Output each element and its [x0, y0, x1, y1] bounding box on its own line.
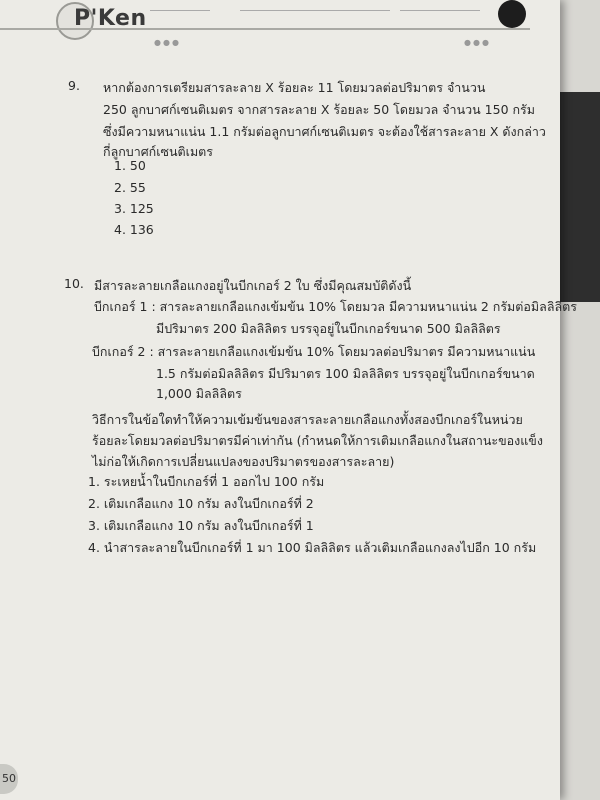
circuit-decoration — [150, 10, 210, 25]
dots-decoration: ●●● — [464, 38, 491, 47]
circuit-decoration — [400, 10, 480, 25]
beaker-1-description: บีกเกอร์ 1 : สารละลายเกลือแกงเข้มข้น 10% โดยมวล มีความหนาแน่น 2 กรัมต่อมิลลิลิตร — [94, 299, 577, 314]
adjacent-page-tab-strip — [556, 92, 600, 302]
answer-option: 1. 50 — [114, 158, 146, 173]
question-number: 9. — [68, 78, 80, 93]
logo: P'Ken — [74, 6, 147, 31]
page-number: 50 — [0, 764, 18, 794]
beaker-2-description: 1.5 กรัมต่อมิลลิลิตร มีปริมาตร 100 มิลลิลิตร บรรจุอยู่ในบีกเกอร์ขนาด — [156, 366, 535, 381]
beaker-2-description: 1,000 มิลลิลิตร — [156, 386, 242, 401]
circuit-decoration — [240, 10, 390, 25]
answer-option: 2. 55 — [114, 180, 146, 195]
answer-option: 3. เติมเกลือแกง 10 กรัม ลงในบีกเกอร์ที่ 1 — [88, 518, 314, 533]
header-divider — [0, 28, 530, 31]
header-circle-decoration — [498, 0, 526, 28]
dots-decoration: ●●● — [154, 38, 181, 47]
answer-option: 1. ระเหยน้ำในบีกเกอร์ที่ 1 ออกไป 100 กรัม — [88, 474, 325, 489]
answer-option: 2. เติมเกลือแกง 10 กรัม ลงในบีกเกอร์ที่ 2 — [88, 496, 314, 511]
answer-option: 4. 136 — [114, 222, 154, 237]
question-text: 250 ลูกบาศก์เซนติเมตร จากสารละลาย X ร้อยละ 50 โดยมวล จำนวน 150 กรัม — [103, 102, 536, 117]
question-text: ร้อยละโดยมวลต่อปริมาตรมีค่าเท่ากัน (กำหนดให้การเติมเกลือแกงในสถานะของแข็ง — [92, 433, 543, 448]
question-intro: มีสารละลายเกลือแกงอยู่ในบีกเกอร์ 2 ใบ ซึ่งมีคุณสมบัติดังนี้ — [94, 278, 412, 293]
beaker-1-description: มีปริมาตร 200 มิลลิลิตร บรรจุอยู่ในบีกเกอร์ขนาด 500 มิลลิลิตร — [156, 321, 501, 336]
beaker-2-description: บีกเกอร์ 2 : สารละลายเกลือแกงเข้มข้น 10% โดยมวลต่อปริมาตร มีความหนาแน่น — [92, 344, 536, 359]
question-text: ซึ่งมีความหนาแน่น 1.1 กรัมต่อลูกบาศก์เซนติเมตร จะต้องใช้สารละลาย X ดังกล่าว — [103, 124, 546, 139]
question-text: กี่ลูกบาศก์เซนติเมตร — [103, 144, 214, 159]
question-text: ไม่ก่อให้เกิดการเปลี่ยนแปลงของปริมาตรของสารละลาย) — [92, 454, 395, 469]
answer-option: 3. 125 — [114, 201, 154, 216]
question-text: วิธีการในข้อใดทำให้ความเข้มข้นของสารละลายเกลือแกงทั้งสองบีกเกอร์ในหน่วย — [92, 412, 523, 427]
answer-option: 4. นำสารละลายในบีกเกอร์ที่ 1 มา 100 มิลลิลิตร แล้วเติมเกลือแกงลงไปอีก 10 กรัม — [88, 540, 537, 555]
question-number: 10. — [64, 276, 84, 291]
question-text: หากต้องการเตรียมสารละลาย X ร้อยละ 11 โดยมวลต่อปริมาตร จำนวน — [103, 80, 486, 95]
